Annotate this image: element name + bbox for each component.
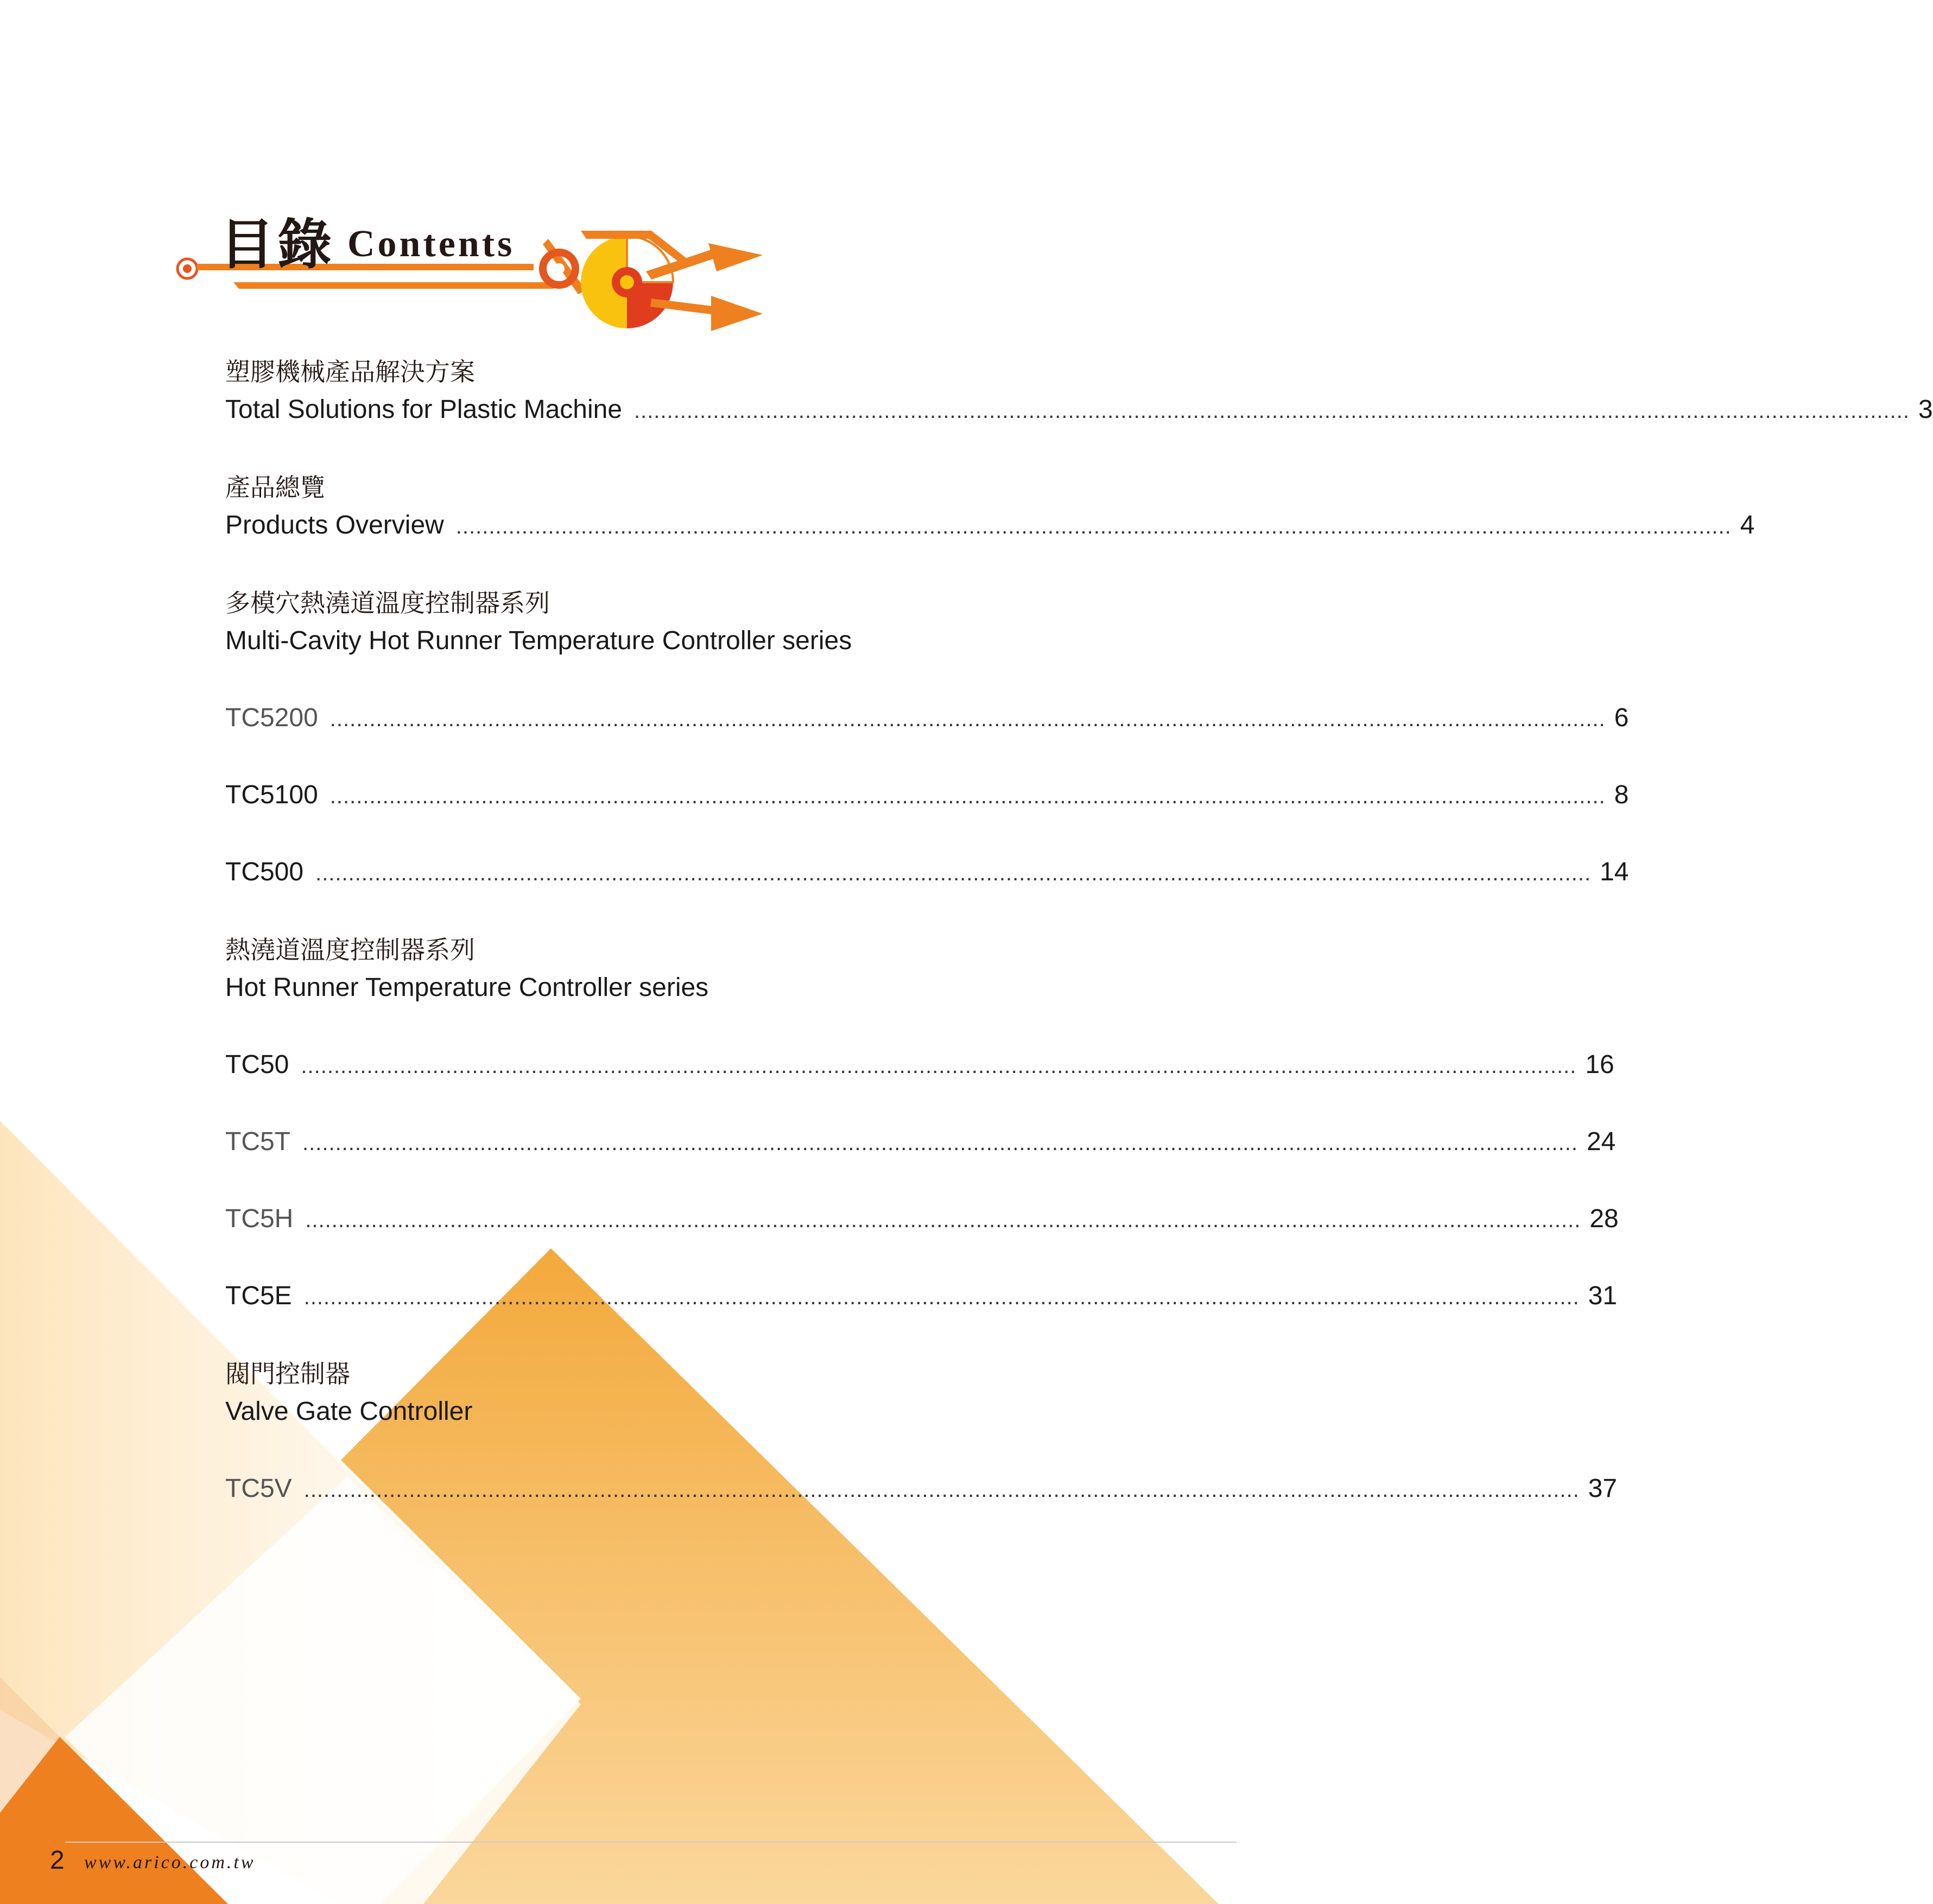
footer-page-number: 2 — [50, 1846, 65, 1875]
dot-leader: .................................................................................................................................................................................................. — [455, 515, 1732, 538]
section-plastic-machine — [225, 353, 1933, 429]
toc-entry-tc5h[interactable] — [225, 1200, 1619, 1238]
product-label: TC5200 — [225, 703, 318, 732]
section-title-zh: 產品總覽 — [225, 473, 325, 502]
section-title-en: Total Solutions for Plastic Machine — [225, 395, 623, 424]
product-label: TC5H — [225, 1204, 294, 1233]
section-products-overview — [225, 468, 1755, 544]
page-number: 14 — [1600, 858, 1629, 886]
dot-leader: .................................................................................................................................................................................................. — [301, 1054, 1577, 1078]
title-zh: 目錄 — [220, 212, 335, 276]
section-title-en: Hot Runner Temperature Controller series — [225, 973, 709, 1002]
toc-entry-plastic-machine[interactable] — [225, 391, 1933, 429]
page-number: 24 — [1586, 1127, 1616, 1156]
page-number: 16 — [1585, 1050, 1614, 1079]
toc-entry-tc500[interactable] — [225, 853, 1629, 891]
footer-divider — [65, 1842, 1237, 1843]
dot-leader: .................................................................................................................................................................................................. — [329, 784, 1606, 808]
product-label: TC5E — [225, 1281, 292, 1310]
dot-leader: .................................................................................................................................................................................................. — [303, 1478, 1580, 1502]
product-label: TC5100 — [225, 780, 318, 809]
dot-leader: .................................................................................................................................................................................................. — [315, 861, 1592, 885]
table-of-contents — [225, 353, 1933, 1508]
section-valve-gate — [225, 1355, 1618, 1508]
title-en: Contents — [347, 223, 515, 265]
contents-header — [174, 201, 782, 342]
section-title-zh: 塑膠機械產品解決方案 — [225, 358, 475, 386]
dot-leader: .................................................................................................................................................................................................. — [303, 1285, 1580, 1309]
product-label: TC50 — [225, 1050, 289, 1079]
toc-entry-tc5e[interactable] — [225, 1277, 1618, 1315]
section-title-en: Multi-Cavity Hot Runner Temperature Controller series — [225, 626, 852, 655]
page-number: 8 — [1614, 780, 1629, 809]
page-number: 6 — [1614, 703, 1629, 732]
toc-entry-tc50[interactable] — [225, 1046, 1614, 1084]
section-title-en: Products Overview — [225, 511, 444, 540]
section-title-en: Valve Gate Controller — [225, 1397, 473, 1426]
page-number: 31 — [1588, 1281, 1618, 1310]
page-number: 37 — [1588, 1474, 1618, 1503]
product-label: TC5V — [225, 1474, 292, 1503]
section-multi-cavity — [225, 584, 1629, 891]
section-hot-runner — [225, 931, 1619, 1315]
section-title-zh: 多模穴熱澆道溫度控制器系列 — [225, 589, 550, 617]
dot-leader: .................................................................................................................................................................................................. — [302, 1131, 1578, 1155]
dot-leader: .................................................................................................................................................................................................. — [305, 1208, 1581, 1232]
page-number: 3 — [1918, 395, 1933, 424]
product-label: TC500 — [225, 858, 304, 886]
footer-website[interactable]: www.arico.com.tw — [84, 1852, 256, 1873]
page-number: 28 — [1589, 1204, 1619, 1233]
page-number: 4 — [1740, 511, 1755, 540]
product-label: TC5T — [225, 1127, 290, 1156]
section-title-zh: 閥門控制器 — [225, 1360, 350, 1388]
toc-entry-tc5t[interactable] — [225, 1123, 1616, 1161]
toc-entry-tc5v[interactable] — [225, 1470, 1618, 1508]
toc-entry-tc5200[interactable] — [225, 699, 1629, 737]
section-title-zh: 熱澆道溫度控制器系列 — [225, 936, 475, 964]
dot-leader: .................................................................................................................................................................................................. — [634, 399, 1910, 423]
toc-entry-products-overview[interactable] — [225, 506, 1755, 544]
dot-leader: .................................................................................................................................................................................................. — [329, 707, 1606, 731]
toc-entry-tc5100[interactable] — [225, 776, 1629, 814]
